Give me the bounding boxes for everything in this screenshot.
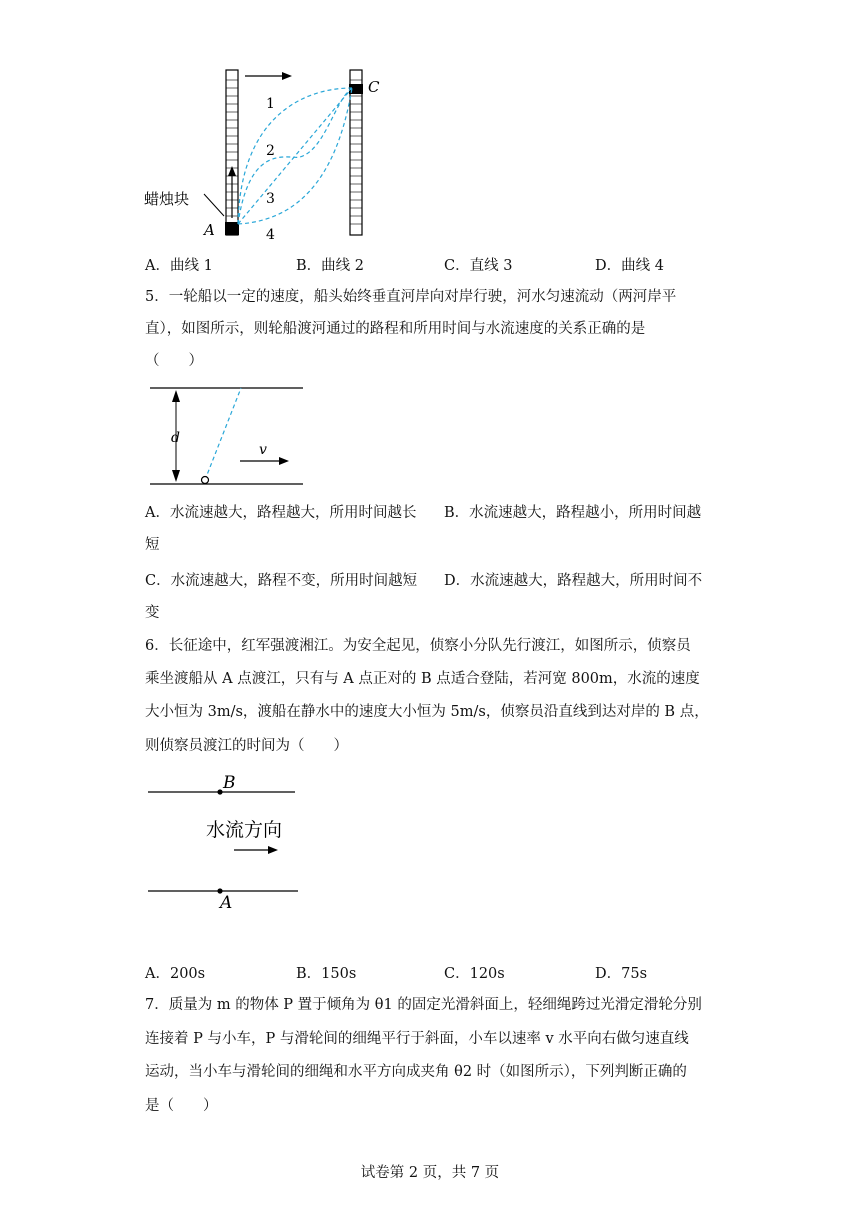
q5-option-d-cont: 变 [145,605,160,621]
q4-option-d[interactable]: D．曲线 4 [595,258,664,274]
q7-stem-line4: 是（ ） [145,1098,218,1114]
q5-option-a[interactable]: A．水流速越大，路程越大，所用时间越长 [145,505,417,521]
label-flow-direction: 水流方向 [206,819,283,841]
q4-option-c[interactable]: C．直线 3 [444,258,513,274]
page-footer: 试卷第 2 页，共 7 页 [360,1165,500,1181]
candle-trajectory-figure [130,60,410,245]
label-C: C [368,78,380,96]
boat [202,477,209,484]
label-B: B [223,773,236,793]
candle-block [225,222,239,235]
label-A-q6: A [220,893,233,910]
q6-option-c[interactable]: C．120s [444,966,505,982]
label-4: 4 [266,227,275,243]
q6-option-d[interactable]: D．75s [595,966,648,982]
q4-option-a[interactable]: A．曲线 1 [145,258,213,274]
point-B [217,789,222,794]
q6-option-b[interactable]: B．150s [296,966,357,982]
q4-option-b[interactable]: B．曲线 2 [296,258,364,274]
xiangjiang-crossing-figure [140,770,310,910]
label-3: 3 [266,191,275,207]
label-d: d [171,430,180,446]
q6-option-a[interactable]: A．200s [145,966,206,982]
q5-option-b-cont: 短 [145,537,160,553]
boat-path [205,388,241,480]
line-3 [238,88,352,224]
river-crossing-figure [145,380,310,492]
q6-stem-line4: 则侦察员渡江的时间为（ ） [145,738,348,754]
q5-stem-line1: 5．一轮船以一定的速度，船头始终垂直河岸向对岸行驶，河水匀速流动（两河岸平 [145,289,677,305]
q6-stem-line2: 乘坐渡船从 A 点渡江，只有与 A 点正对的 B 点适合登陆，若河宽 800m，水流的速度 [145,671,700,687]
q5-option-d[interactable]: D．水流速越大，路程越大，所用时间不 [444,573,703,589]
q7-stem-line3: 运动，当小车与滑轮间的细绳和水平方向成夹角 θ2 时（如图所示），下列判断正确的 [145,1064,687,1080]
q5-stem-line2: 直），如图所示，则轮船渡河通过的路程和所用时间与水流速度的关系正确的是 [145,321,646,337]
q5-option-c[interactable]: C．水流速越大，路程不变，所用时间越短 [145,573,418,589]
right-glass-tube [350,70,362,235]
label-2: 2 [266,143,275,159]
label-candle-block: 蜡烛块 [144,190,190,208]
label-1: 1 [266,96,275,112]
q6-stem-line3: 大小恒为 3m/s，渡船在静水中的速度大小恒为 5m/s，侦察员沿直线到达对岸的 B 点， [145,704,709,720]
q7-stem-line2: 连接着 P 与小车，P 与滑轮间的细绳平行于斜面，小车以速率 v 水平向右做匀速直线 [145,1031,689,1047]
label-A: A [204,221,215,239]
label-v: v [259,442,267,458]
q6-stem-line1: 6．长征途中，红军强渡湘江。为安全起见，侦察小分队先行渡江，如图所示，侦察员 [145,638,691,654]
q5-stem-line3: （ ） [145,353,203,369]
q5-option-b[interactable]: B．水流速越大，路程越小，所用时间越 [444,505,702,521]
q7-stem-line1: 7．质量为 m 的物体 P 置于倾角为 θ1 的固定光滑斜面上，轻细绳跨过光滑定滑轮分别 [145,997,702,1013]
